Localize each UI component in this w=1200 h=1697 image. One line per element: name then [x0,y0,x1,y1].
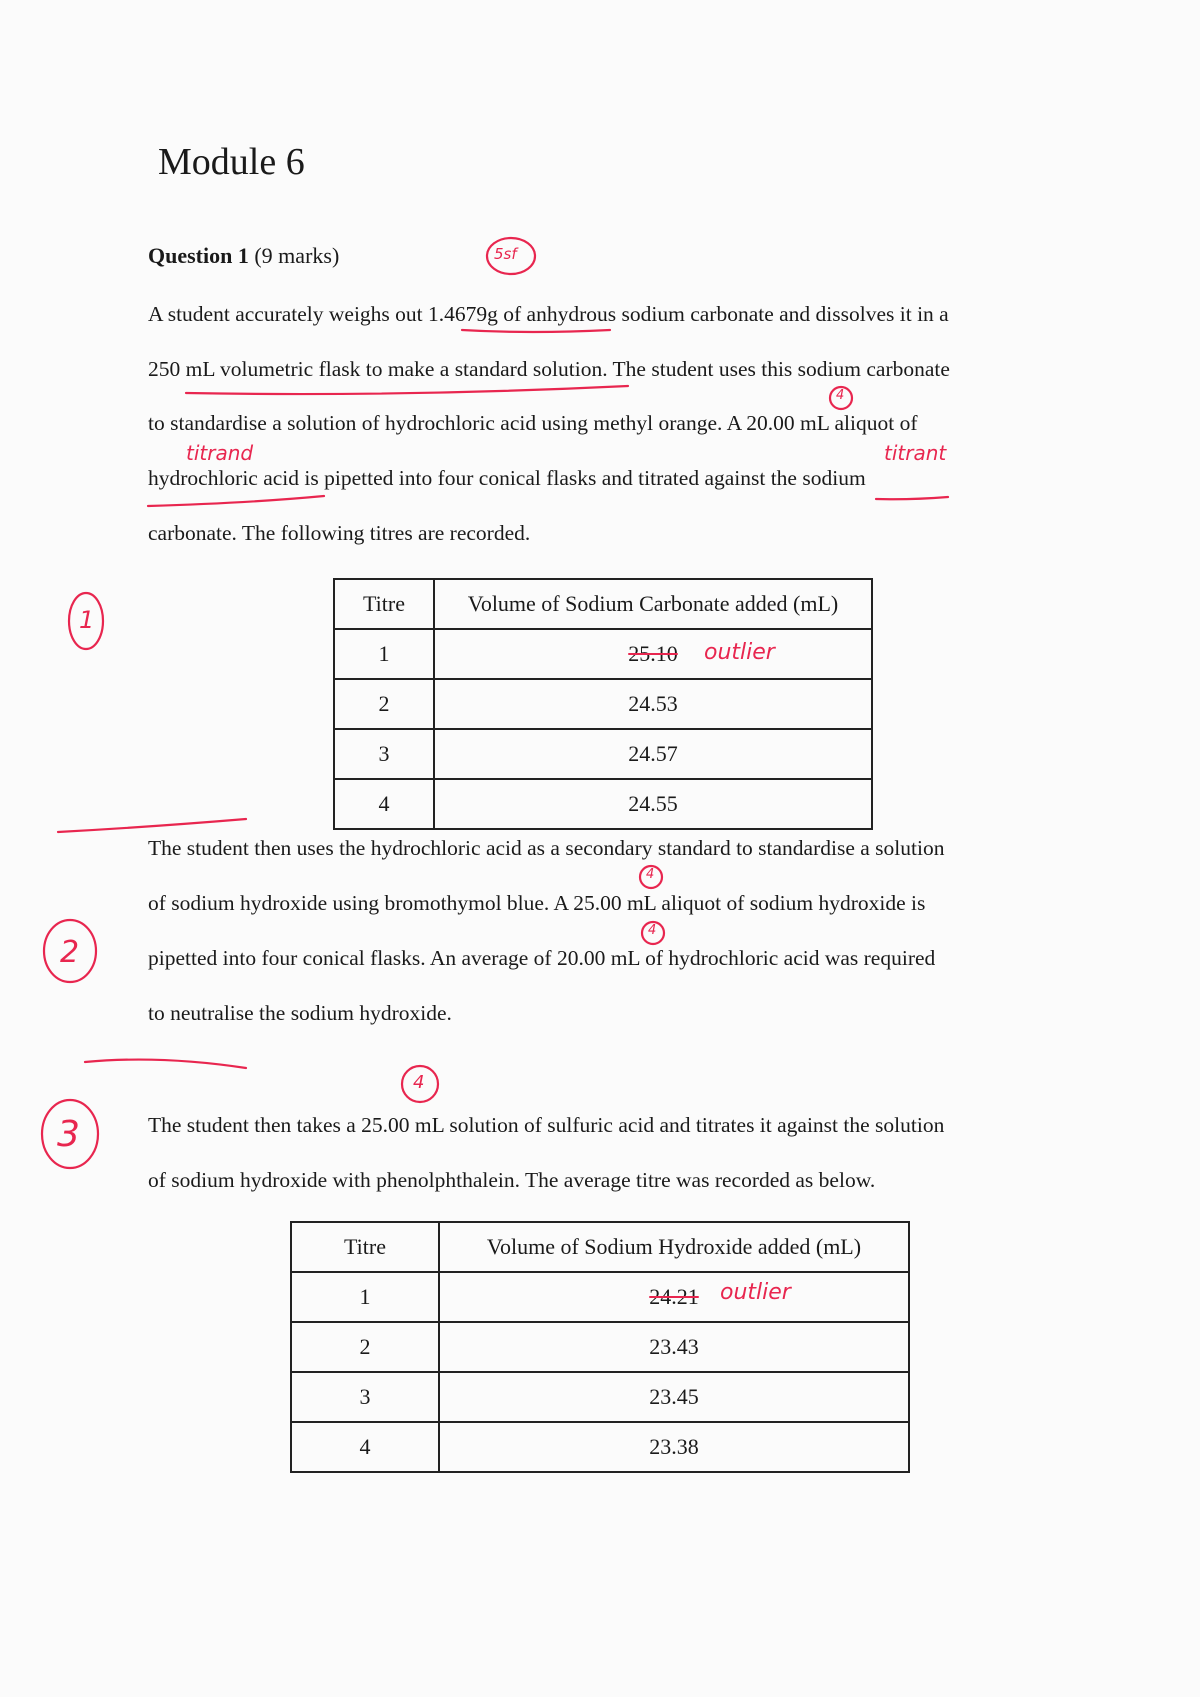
step-label-2: 2 [60,935,80,970]
table-header-cell: Volume of Sodium Carbonate added (mL) [434,579,872,629]
sigfig-mark-4d: 4 [413,1072,425,1093]
volume-cell: 24.55 [434,779,872,829]
outlier-annotation: outlier [720,1280,791,1305]
table-header-row [334,579,872,629]
volume-cell [434,629,872,679]
section-divider [85,1060,246,1068]
table-row [291,1422,909,1472]
step-label-3: 3 [57,1114,80,1155]
titre-cell: 1 [291,1272,439,1322]
middle-line: of sodium hydroxide using bromothymol blue. A 25.00 mL aliquot of sodium hydroxide is [148,891,926,915]
titre-cell: 4 [334,779,434,829]
final-line: of sodium hydroxide with phenolphthalein. The average titre was recorded as below. [148,1168,876,1192]
sigfig-mark-4a: 4 [836,388,845,403]
question-marks: (9 marks) [254,243,340,268]
table-row [334,729,872,779]
sigfig-mark-4b: 4 [646,867,655,882]
underline-flask [186,386,628,394]
struck-value: 24.21 [649,1284,699,1309]
table-row [291,1372,909,1422]
middle-line: to neutralise the sodium hydroxide. [148,1001,452,1025]
intro-line: hydrochloric acid is pipetted into four conical flasks and titrated against the sodium [148,466,866,490]
final-line: The student then takes a 25.00 mL solution of sulfuric acid and titrates it against the solution [148,1113,945,1137]
table-header-cell: Volume of Sodium Hydroxide added (mL) [439,1222,909,1272]
titrand-annotation: titrand [186,441,254,465]
volume-cell: 24.57 [434,729,872,779]
question-header [148,243,339,269]
table-header-cell: Titre [291,1222,439,1272]
step-label-1: 1 [79,606,95,634]
intro-line: carbonate. The following titres are recorded. [148,521,531,545]
titre-cell: 2 [291,1322,439,1372]
volume-cell: 23.45 [439,1372,909,1422]
section-divider [58,819,246,832]
underline-mass [462,330,610,332]
titre-cell: 2 [334,679,434,729]
titrant-annotation: titrant [884,441,947,465]
titre-cell: 3 [291,1372,439,1422]
underline-sodium [876,497,948,499]
middle-line: The student then uses the hydrochloric acid as a secondary standard to standardise a solution [148,836,945,860]
underline-hcl [148,496,324,506]
table-row [334,779,872,829]
intro-line: A student accurately weighs out 1.4679g of anhydrous sodium carbonate and dissolves it in a [148,302,949,326]
titre-cell: 1 [334,629,434,679]
middle-line: pipetted into four conical flasks. An average of 20.00 mL of hydrochloric acid was required [148,946,936,970]
question-label: Question 1 [148,243,249,268]
outlier-annotation: outlier [704,640,775,665]
titre-table-sodium-hydroxide [290,1221,910,1473]
page-title: Module 6 [158,141,305,183]
sigfig-mark-4c: 4 [648,923,657,938]
table-row [291,1272,909,1322]
titre-cell: 4 [291,1422,439,1472]
volume-cell [439,1272,909,1322]
table-header-cell: Titre [334,579,434,629]
volume-cell: 24.53 [434,679,872,729]
sigfig-badge-text: 5sf [494,245,517,263]
table-header-row [291,1222,909,1272]
titre-table-sodium-carbonate [333,578,873,830]
table-row [334,679,872,729]
intro-line: 250 mL volumetric flask to make a standard solution. The student uses this sodium carbonate [148,357,950,381]
volume-cell: 23.43 [439,1322,909,1372]
intro-line: to standardise a solution of hydrochloric acid using methyl orange. A 20.00 mL aliquot of [148,411,918,435]
volume-cell: 23.38 [439,1422,909,1472]
table-row [334,629,872,679]
struck-value: 25.10 [628,641,678,666]
table-row [291,1322,909,1372]
titre-cell: 3 [334,729,434,779]
